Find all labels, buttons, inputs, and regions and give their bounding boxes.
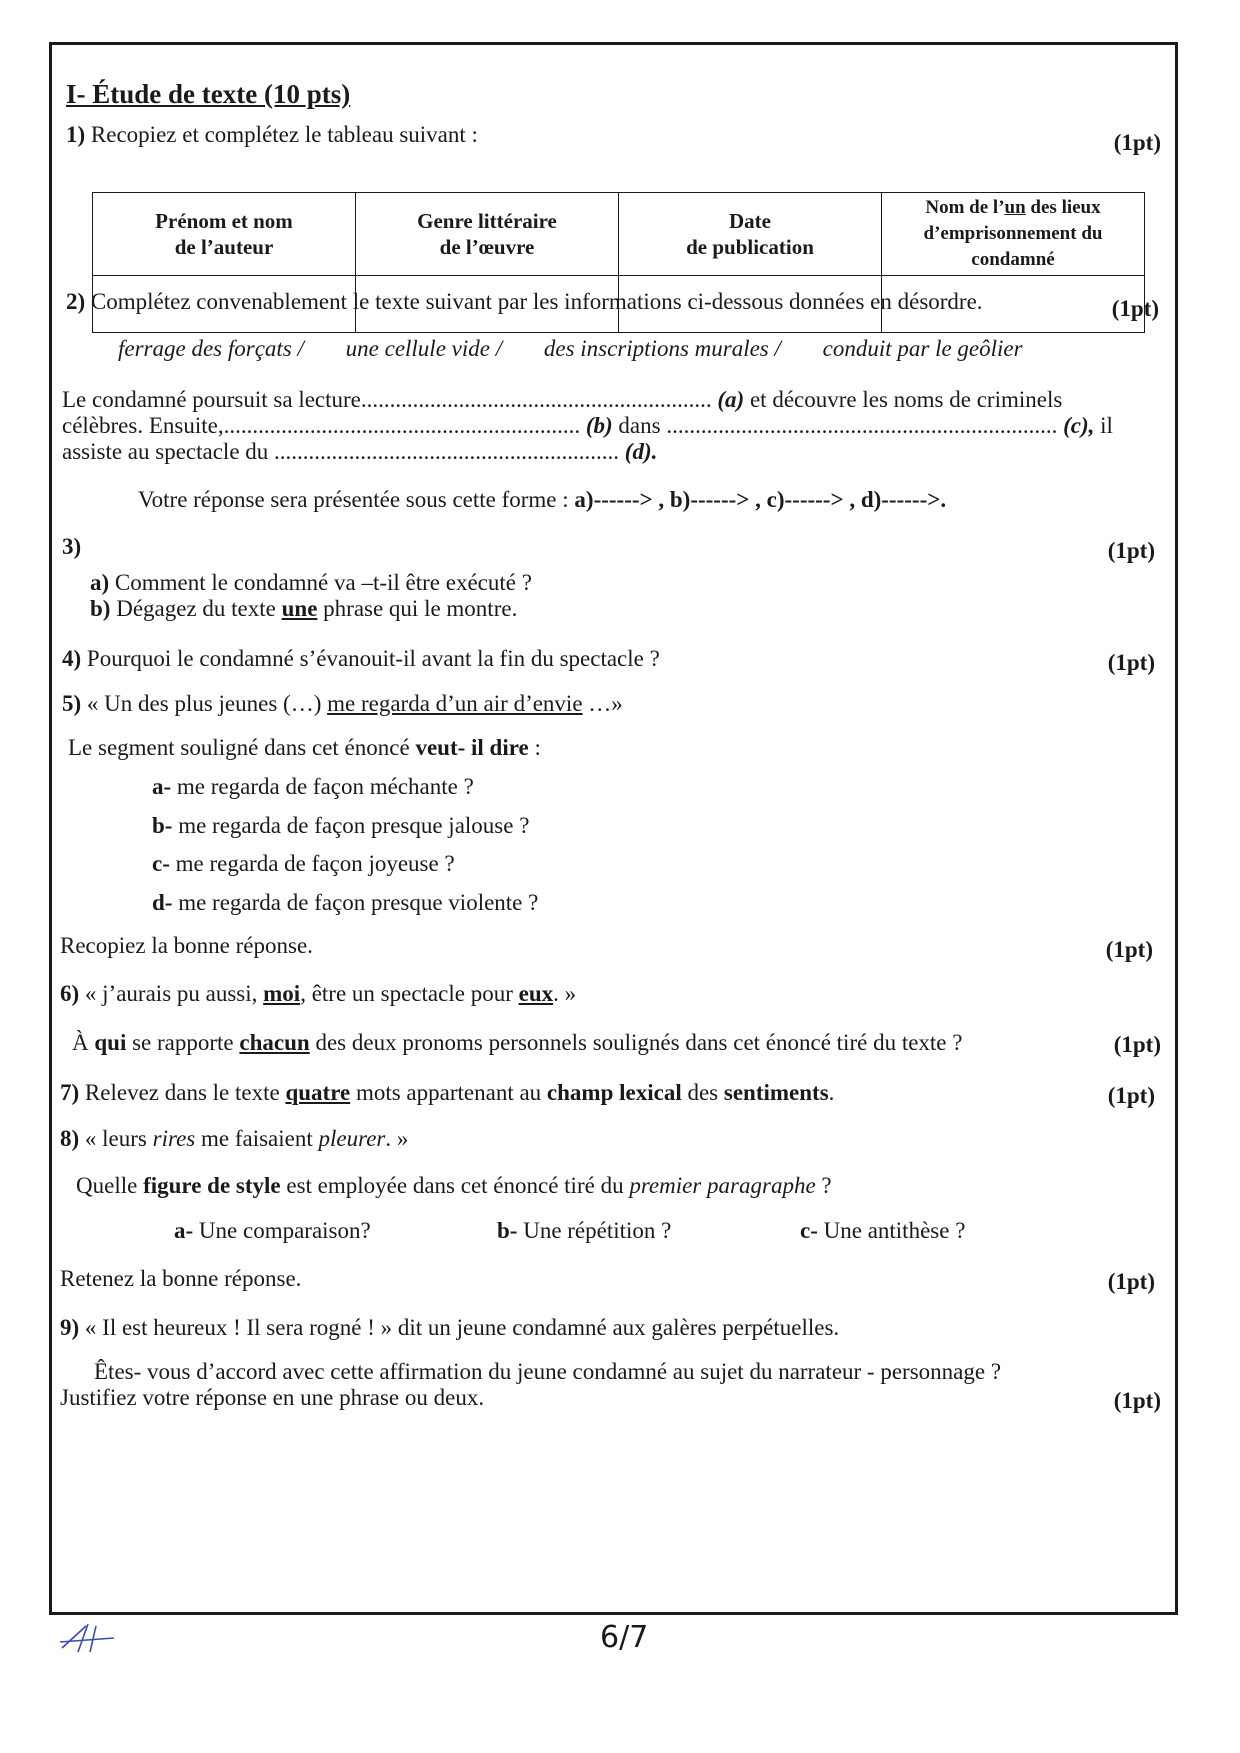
question-8: 8) « leurs rires me faisaient pleurer. » bbox=[60, 1126, 409, 1151]
question-6-points: (1pt) bbox=[1113, 1032, 1161, 1057]
table-header-author: Prénom et nom de l’auteur bbox=[93, 193, 356, 276]
question-2-text: Complétez convenablement le texte suivant par les informations ci-dessous données en désordre. bbox=[90, 289, 983, 314]
fill-text-line-3: assiste au spectacle du ............................................................ (d). bbox=[62, 439, 658, 464]
signature-mark bbox=[56, 1618, 116, 1658]
question-1-points: (1pt) bbox=[1113, 130, 1161, 155]
question-3a: a) Comment le condamné va –t-il être exécuté ? bbox=[90, 570, 532, 595]
section-title: I- Étude de texte (10 pts) bbox=[66, 79, 351, 109]
option-b: b- Une répétition ? bbox=[497, 1218, 672, 1243]
option-c: c- me regarda de façon joyeuse ? bbox=[152, 851, 455, 876]
question-5-instruction: Recopiez la bonne réponse. bbox=[60, 933, 313, 958]
question-8-stem: Quelle figure de style est employée dans cet énoncé tiré du premier paragraphe ? bbox=[76, 1173, 832, 1198]
question-3b: b) Dégagez du texte une phrase qui le montre. bbox=[90, 596, 518, 621]
question-9-line-2: Justifiez votre réponse en une phrase ou deux. bbox=[60, 1385, 485, 1410]
option-b: b- me regarda de façon presque jalouse ? bbox=[152, 813, 530, 838]
option-d: d- me regarda de façon presque violente ? bbox=[152, 890, 539, 915]
question-3-number: 3) bbox=[62, 534, 82, 559]
question-9-line-1: Êtes- vous d’accord avec cette affirmation du jeune condamné au sujet du narrateur - personnage ? bbox=[94, 1359, 1002, 1384]
fill-text-line-2: célèbres. Ensuite,.............................................................. (b) dans .................................................................... (c), il bbox=[62, 413, 1113, 438]
question-7: 7) Relevez dans le texte quatre mots appartenant au champ lexical des sentiments. bbox=[60, 1080, 835, 1105]
question-8-instruction: Retenez la bonne réponse. bbox=[60, 1266, 302, 1291]
word-bank-item: conduit par le geôlier bbox=[822, 336, 1023, 361]
option-a: a- Une comparaison? bbox=[174, 1218, 371, 1243]
question-1-text: Recopiez et complétez le tableau suivant : bbox=[90, 122, 478, 147]
table-header-prison: Nom de l’un des lieux d’emprisonnement du condamné bbox=[882, 193, 1145, 276]
question-8-points: (1pt) bbox=[1107, 1269, 1155, 1294]
option-a: a- me regarda de façon méchante ? bbox=[152, 774, 474, 799]
word-bank bbox=[118, 335, 1059, 363]
question-2-points: (1pt) bbox=[1111, 296, 1159, 321]
exam-frame bbox=[49, 42, 1178, 1615]
question-9: 9) « Il est heureux ! Il sera rogné ! » dit un jeune condamné aux galères perpétuelles. bbox=[60, 1315, 840, 1340]
fill-text-line-1: Le condamné poursuit sa lecture............................................................. (a) et découvre les noms de criminels bbox=[62, 387, 1063, 412]
table-header-genre: Genre littéraire de l’œuvre bbox=[356, 193, 619, 276]
question-5: 5) « Un des plus jeunes (…) me regarda d’un air d’envie …» bbox=[62, 691, 623, 716]
question-9-points: (1pt) bbox=[1113, 1388, 1161, 1413]
option-c: c- Une antithèse ? bbox=[800, 1218, 966, 1243]
question-2: 2) Complétez convenablement le texte suivant par les informations ci-dessous données en désordre. bbox=[66, 289, 983, 314]
question-4: 4) Pourquoi le condamné s’évanouit-il avant la fin du spectacle ? bbox=[62, 646, 660, 671]
word-bank-item: une cellule vide / bbox=[345, 336, 503, 361]
question-6: 6) « j’aurais pu aussi, moi, être un spectacle pour eux. » bbox=[60, 981, 577, 1006]
question-6-stem: À qui se rapporte chacun des deux pronoms personnels soulignés dans cet énoncé tiré du texte ? bbox=[72, 1030, 963, 1055]
question-5-stem: Le segment souligné dans cet énoncé veut- il dire : bbox=[68, 735, 541, 760]
question-3-points: (1pt) bbox=[1107, 538, 1155, 563]
question-1: 1) Recopiez et complétez le tableau suivant : bbox=[66, 122, 478, 147]
question-7-points: (1pt) bbox=[1107, 1083, 1155, 1108]
word-bank-item: des inscriptions murales / bbox=[543, 336, 781, 361]
page-number: 6/7 bbox=[600, 1620, 649, 1655]
word-bank-item: ferrage des forçats / bbox=[118, 336, 304, 361]
answer-format: Votre réponse sera présentée sous cette forme : a)------> , b)------> , c)------> , d)------>. bbox=[138, 487, 947, 512]
table-header-date: Date de publication bbox=[619, 193, 882, 276]
question-5-points: (1pt) bbox=[1105, 937, 1153, 962]
question-4-points: (1pt) bbox=[1107, 650, 1155, 675]
